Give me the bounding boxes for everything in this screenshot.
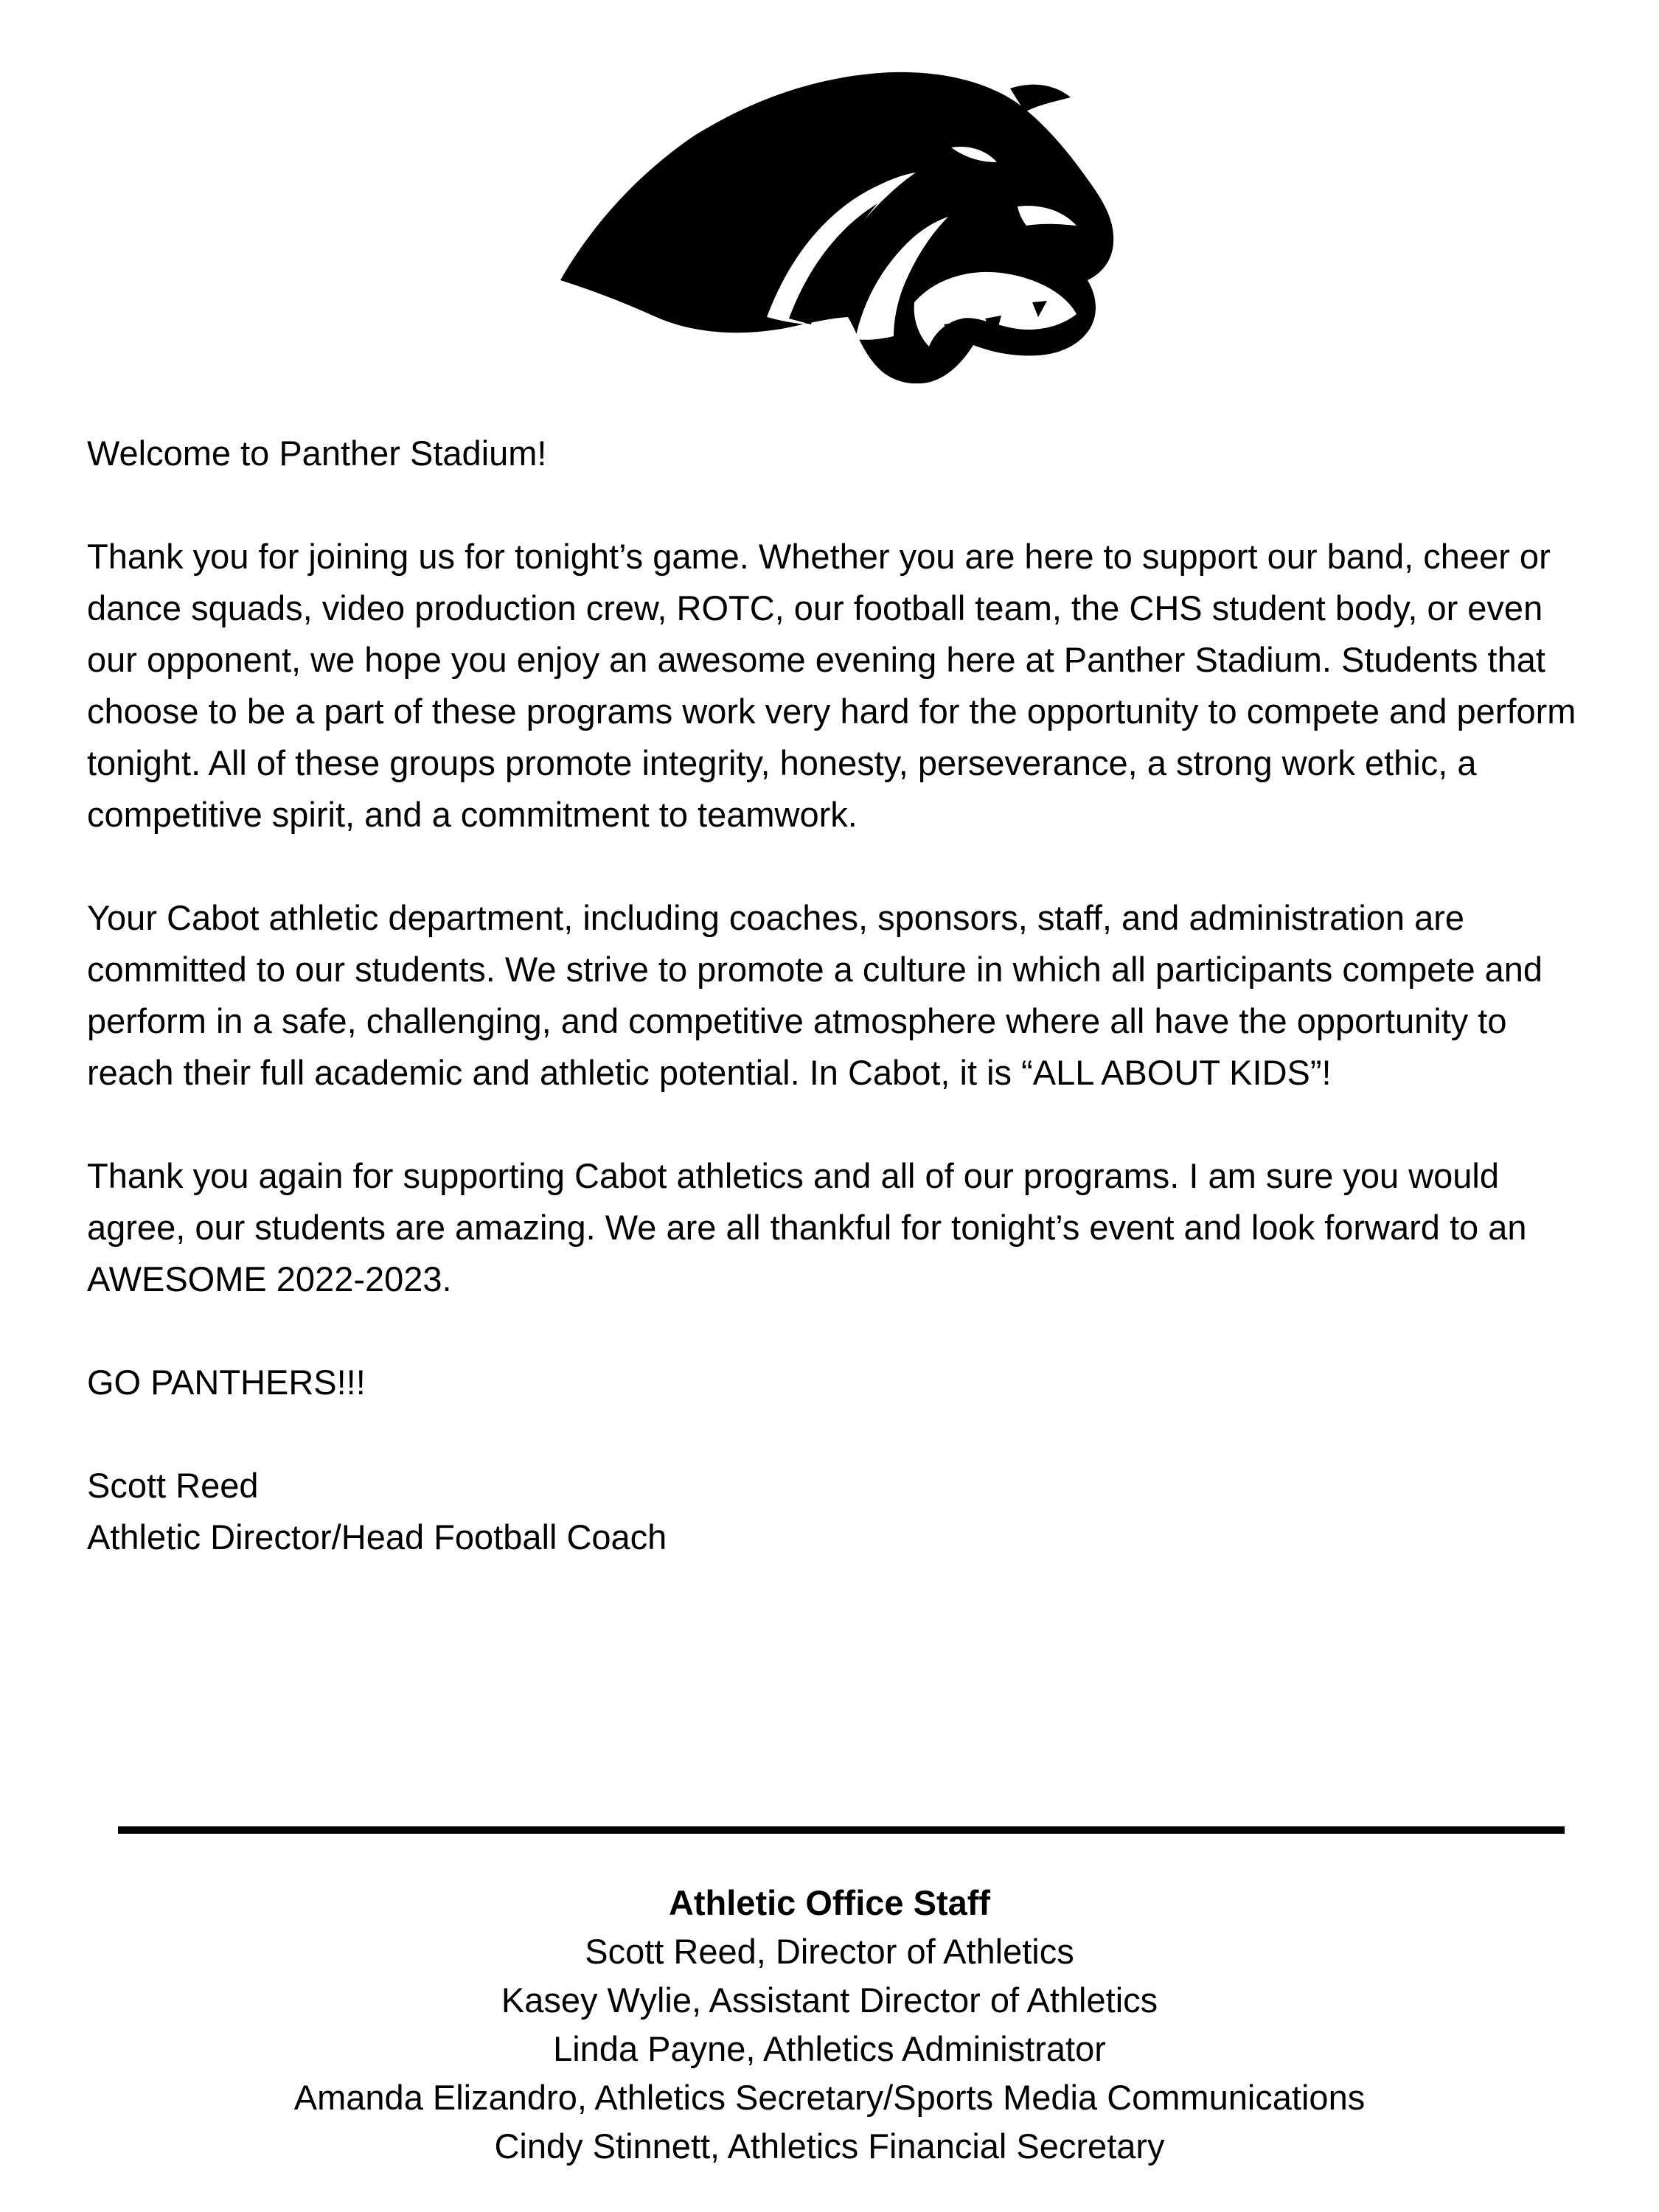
letter-paragraph: Thank you for joining us for tonight’s game. Whether you are here to support our band, cheer or dance squads, video production crew, ROTC, our football team, the CHS student body, or even our opponent, we hope you enjoy an awesome evening here at Panther Stadium. Students that choose to be a part of these programs work very hard for the opportunity to compete and perform tonight. All of these groups promote integrity, honesty, perseverance, a strong work ethic, a competitive spirit, and a commitment to teamwork. [87, 537, 1576, 834]
signature-name: Scott Reed [87, 1466, 259, 1505]
section-divider [118, 1826, 1565, 1834]
letter-paragraph: Your Cabot athletic department, including coaches, sponsors, staff, and administration are committed to our students. We strive to promote a culture in which all participants compete and perform in a safe, challenging, and competitive atmosphere where all have the opportunity to reach their full academic and athletic potential. In Cabot, it is “ALL ABOUT KIDS”! [87, 898, 1543, 1092]
staff-member: Linda Payne, Athletics Administrator [553, 2029, 1106, 2068]
letter-greeting: Welcome to Panther Stadium! [87, 434, 547, 473]
welcome-letter [87, 428, 1576, 1563]
staff-member: Cindy Stinnett, Athletics Financial Secretary [494, 2126, 1165, 2166]
staff-member: Kasey Wylie, Assistant Director of Athletics [501, 1980, 1158, 2020]
staff-heading: Athletic Office Staff [668, 1883, 991, 1922]
panther-head-icon [546, 59, 1121, 383]
letter-paragraph: Thank you again for supporting Cabot athletics and all of our programs. I am sure you would agree, our students are amazing. We are all thankful for tonight’s event and look forward to an AWESOME 2022-2023. [87, 1156, 1527, 1298]
athletic-office-staff [0, 1879, 1659, 2171]
signature-title: Athletic Director/Head Football Coach [87, 1517, 667, 1557]
staff-member: Scott Reed, Director of Athletics [585, 1932, 1074, 1971]
letter-closing: GO PANTHERS!!! [87, 1363, 366, 1402]
staff-member: Amanda Elizandro, Athletics Secretary/Sports Media Communications [293, 2078, 1366, 2117]
